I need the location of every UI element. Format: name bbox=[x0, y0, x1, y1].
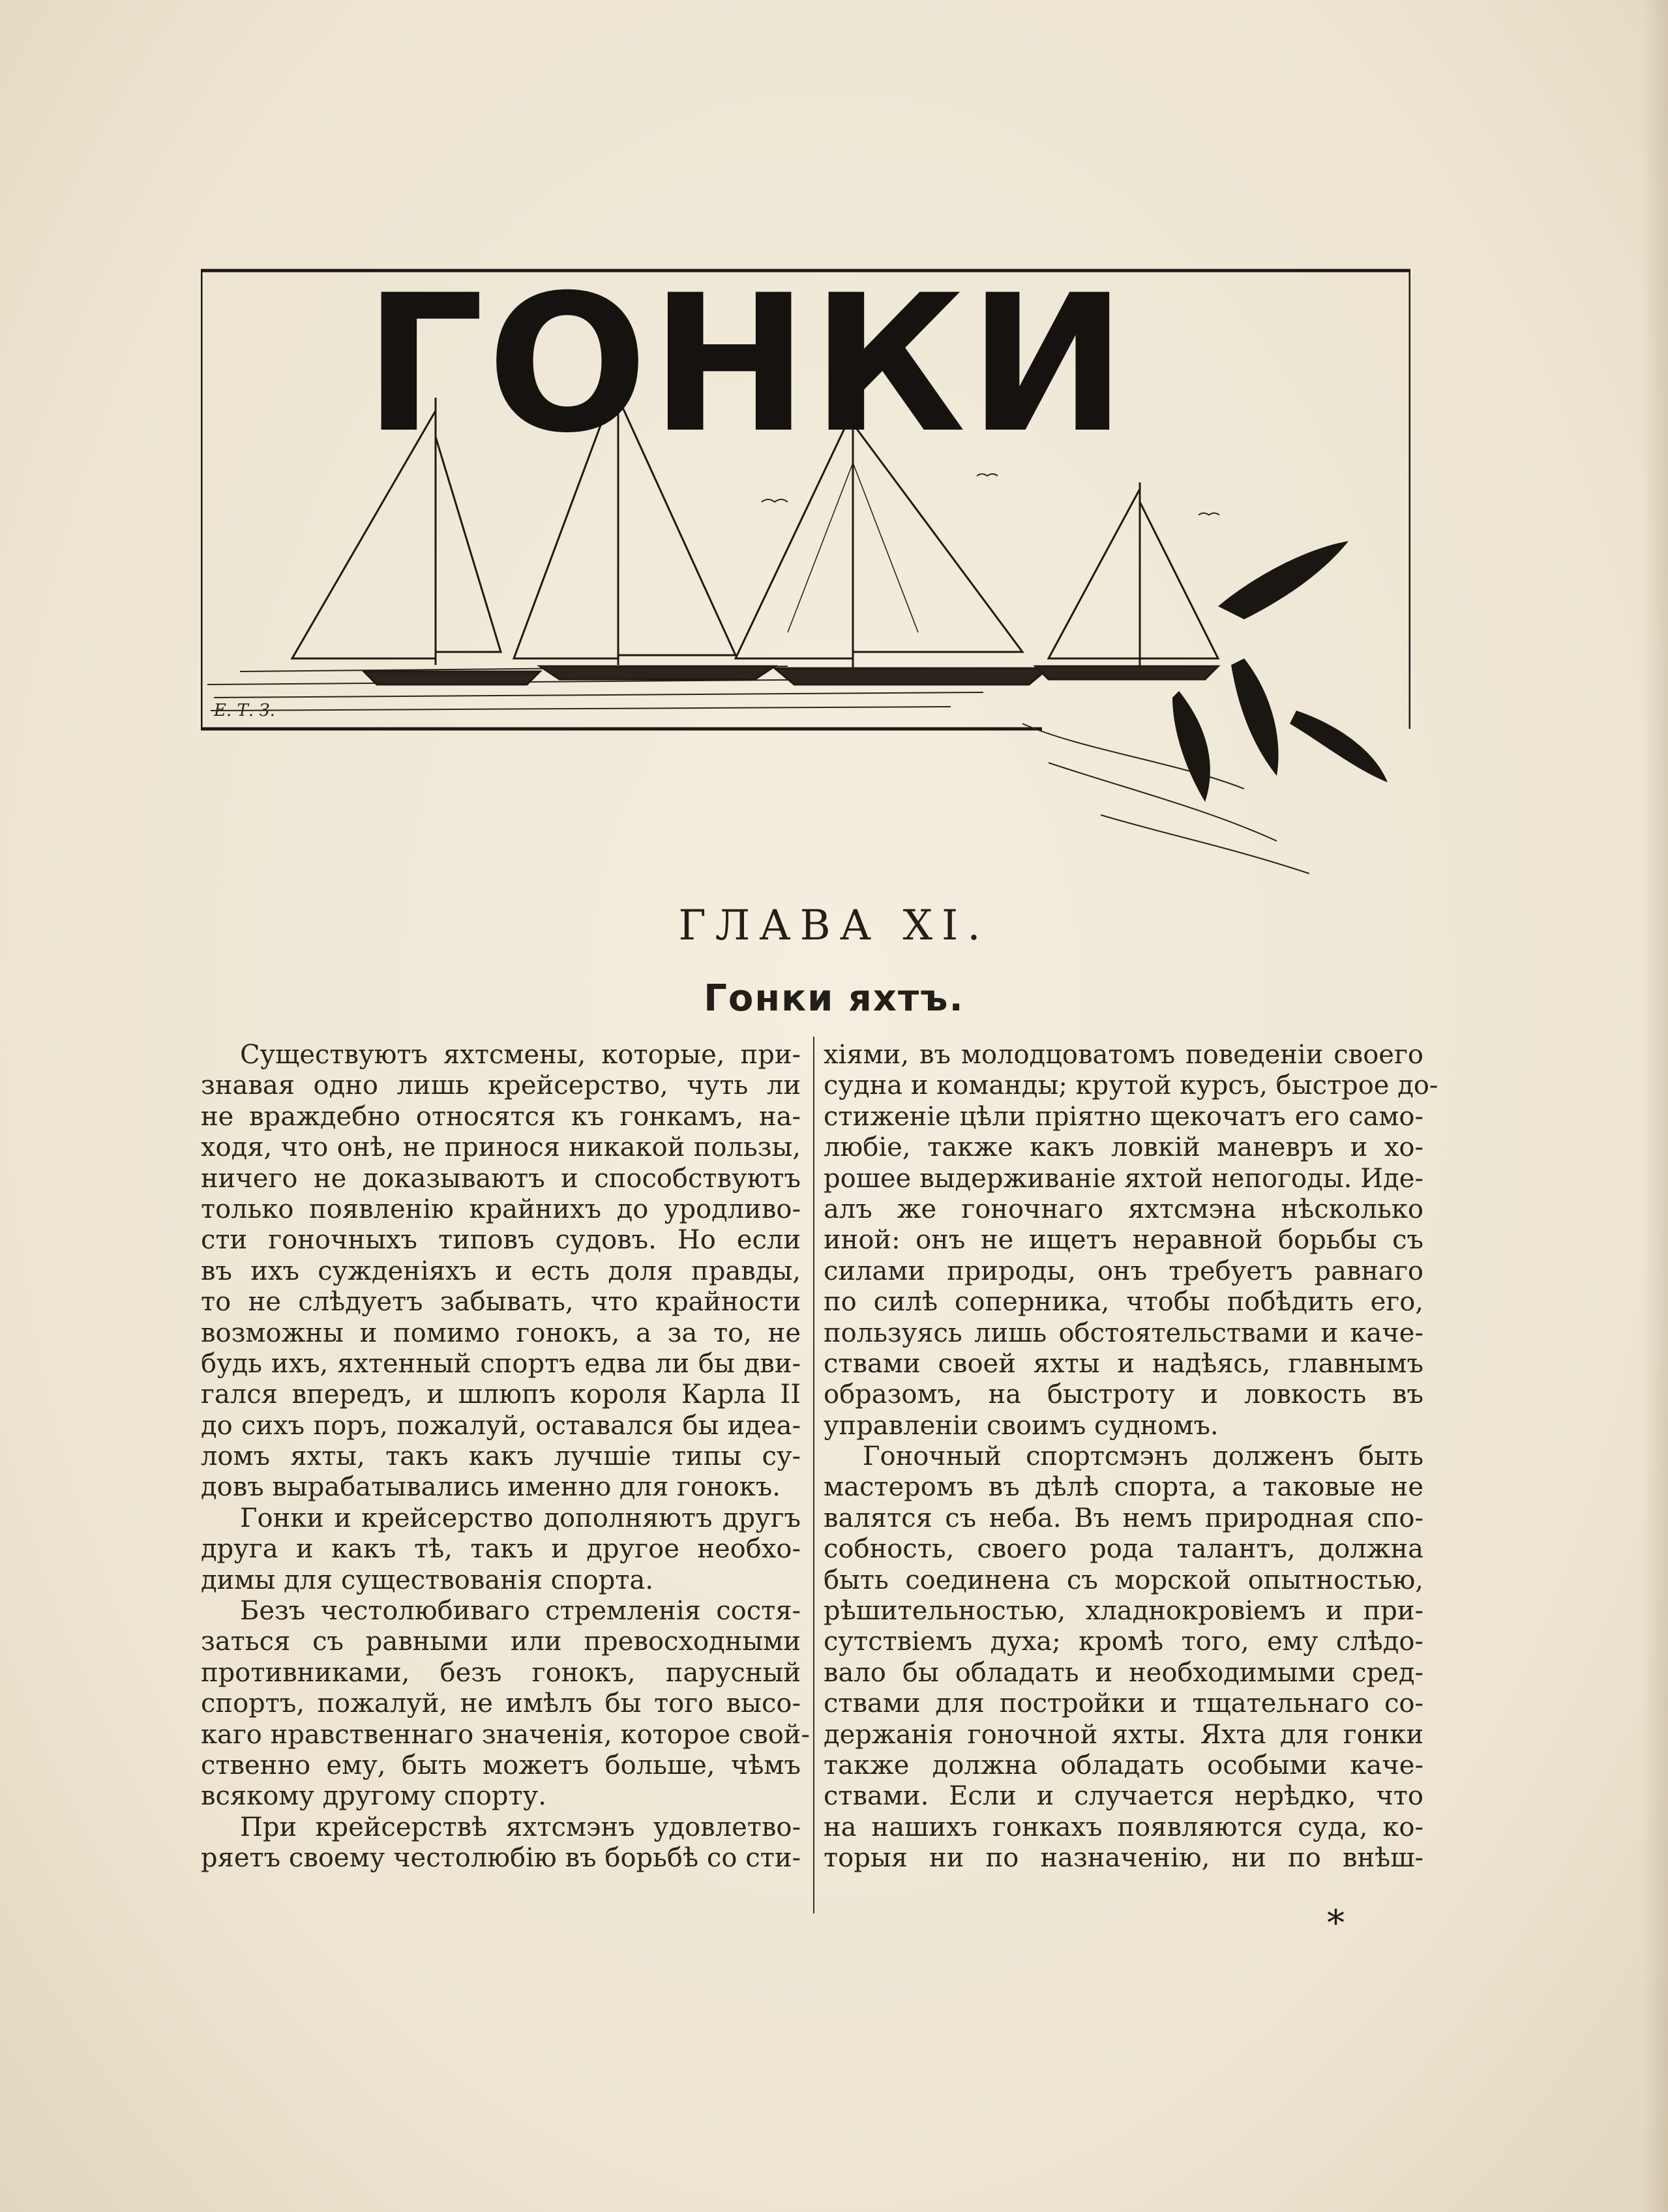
signature-mark: * bbox=[1327, 1902, 1345, 1943]
text-line: только появленію крайнихъ до уродливо- bbox=[201, 1194, 801, 1224]
text-line: образомъ, на быстроту и ловкость въ bbox=[824, 1379, 1423, 1410]
text-line: рошее выдерживаніе яхтой непогоды. Иде- bbox=[824, 1163, 1423, 1194]
text-line: ряетъ своему честолюбію въ борьбѣ со сти- bbox=[201, 1843, 801, 1874]
text-line: сутствіемъ духа; кромѣ того, ему слѣдо- bbox=[824, 1627, 1423, 1657]
text-line: Гоночный спортсмэнъ долженъ быть bbox=[863, 1441, 1423, 1472]
text-line: любіе, также какъ ловкій маневръ и хо- bbox=[824, 1132, 1423, 1163]
text-line: быть соединена съ морской опытностью, bbox=[824, 1565, 1423, 1595]
text-line: валятся съ неба. Въ немъ природная спо- bbox=[824, 1503, 1423, 1533]
text-line: знавая одно лишь крейсерство, чуть ли bbox=[201, 1070, 801, 1101]
text-line: торыя ни по назначенію, ни по внѣш- bbox=[824, 1843, 1423, 1874]
text-line: судна и команды; крутой курсъ, быстрое до- bbox=[824, 1070, 1438, 1101]
header-title: ГОНКИ bbox=[364, 255, 1129, 475]
text-line: всякому другому спорту. bbox=[201, 1781, 546, 1812]
text-line: не враждебно относятся къ гонкамъ, на- bbox=[201, 1101, 801, 1132]
text-line: противниками, безъ гонокъ, парусный bbox=[201, 1657, 801, 1688]
text-line: рѣшительностью, хладнокровіемъ и при- bbox=[824, 1596, 1423, 1627]
section-title: Гонки яхтъ. bbox=[704, 977, 964, 1020]
text-line: мастеромъ въ дѣлѣ спорта, а таковые не bbox=[824, 1472, 1423, 1503]
text-line: иной: онъ не ищетъ неравной борьбы съ bbox=[824, 1225, 1423, 1256]
text-line: алъ же гоночнаго яхтсмэна нѣсколько bbox=[824, 1194, 1423, 1224]
text-line: При крейсерствѣ яхтсмэнъ удовлетво- bbox=[240, 1812, 801, 1842]
text-line: довъ вырабатывались именно для гонокъ. bbox=[201, 1472, 781, 1503]
text-line: хіями, въ молодцоватомъ поведеніи своего bbox=[824, 1040, 1423, 1070]
text-line: будь ихъ, яхтенный спортъ едва ли бы дви- bbox=[201, 1348, 801, 1379]
chapter-heading: ГЛАВА XI. bbox=[678, 902, 990, 950]
text-line: каго нравственнаго значенія, которое свой- bbox=[201, 1719, 810, 1750]
text-line: Безъ честолюбиваго стремленія состя- bbox=[240, 1596, 801, 1627]
text-line: ственно ему, быть можетъ больше, чѣмъ bbox=[201, 1750, 801, 1780]
right-text-column bbox=[824, 1040, 1438, 1874]
text-line: ломъ яхты, такъ какъ лучшіе типы су- bbox=[201, 1441, 801, 1472]
text-line: сти гоночныхъ типовъ судовъ. Но если bbox=[201, 1225, 801, 1256]
text-line: друга и какъ тѣ, такъ и другое необхо- bbox=[201, 1534, 801, 1565]
text-line: вало бы обладать и необходимыми сред- bbox=[824, 1657, 1423, 1688]
text-line: ходя, что онѣ, не принося никакой пользы, bbox=[201, 1132, 801, 1163]
text-line: спортъ, пожалуй, не имѣлъ бы того высо- bbox=[201, 1688, 801, 1719]
artist-signature: Е. Т. З. bbox=[214, 701, 275, 720]
text-line: ствами своей яхты и надѣясь, главнымъ bbox=[824, 1348, 1423, 1379]
text-line: возможны и помимо гонокъ, а за то, не bbox=[201, 1318, 801, 1348]
text-line: Гонки и крейсерство дополняютъ другъ bbox=[240, 1503, 801, 1533]
text-line: пользуясь лишь обстоятельствами и каче- bbox=[824, 1318, 1423, 1348]
text-line: держанія гоночной яхты. Яхта для гонки bbox=[824, 1719, 1423, 1750]
text-line: силами природы, онъ требуетъ равнаго bbox=[824, 1256, 1423, 1286]
text-line: димы для существованія спорта. bbox=[201, 1565, 654, 1595]
text-line: управленіи своимъ судномъ. bbox=[824, 1410, 1219, 1441]
text-line: то не слѣдуетъ забывать, что крайности bbox=[201, 1287, 801, 1318]
page-edge-shadow bbox=[1642, 0, 1668, 2212]
left-text-column bbox=[201, 1040, 810, 1874]
text-line: на нашихъ гонкахъ появляются суда, ко- bbox=[824, 1812, 1423, 1842]
text-line: ствами для постройки и тщательнаго со- bbox=[824, 1688, 1423, 1719]
text-line: заться съ равными или превосходными bbox=[201, 1627, 801, 1657]
text-line: ничего не доказываютъ и способствуютъ bbox=[201, 1163, 801, 1194]
illustrated-header bbox=[201, 255, 1410, 729]
text-line: по силѣ соперника, чтобы побѣдить его, bbox=[824, 1287, 1423, 1318]
text-line: собность, своего рода талантъ, должна bbox=[824, 1534, 1423, 1565]
text-line: ствами. Если и случается нерѣдко, что bbox=[824, 1781, 1423, 1812]
text-line: Существуютъ яхтсмены, которые, при- bbox=[240, 1040, 801, 1070]
text-line: въ ихъ сужденіяхъ и есть доля правды, bbox=[201, 1256, 801, 1286]
text-line: также должна обладать особыми каче- bbox=[824, 1750, 1423, 1780]
text-line: стиженіе цѣли пріятно щекочатъ его само- bbox=[824, 1101, 1423, 1132]
column-divider bbox=[813, 1037, 814, 1913]
text-line: до сихъ поръ, пожалуй, оставался бы идеа- bbox=[201, 1410, 801, 1441]
text-line: гался впередъ, и шлюпъ короля Карла II bbox=[201, 1379, 801, 1410]
